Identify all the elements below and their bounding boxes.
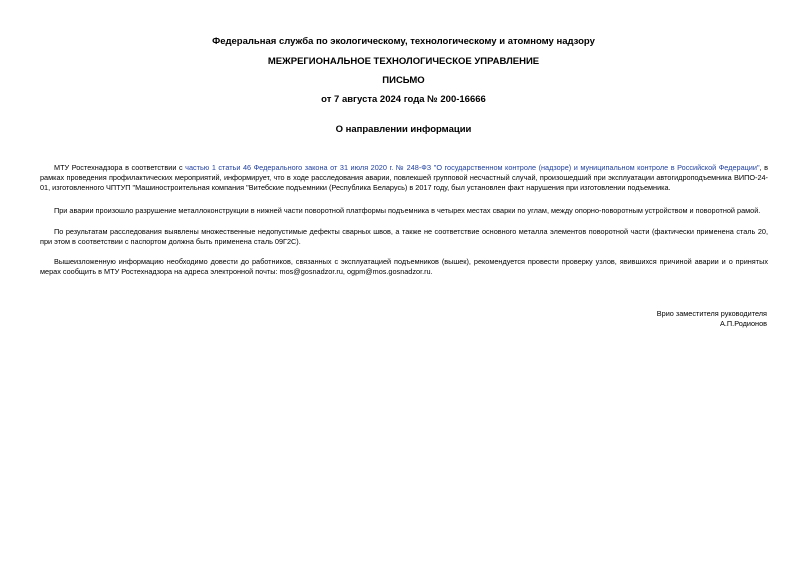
federal-law-link[interactable]: частью 1 статьи 46 Федерального закона от 31 июля 2020 г. № 248-ФЗ "О государственном контроле (надзоре) и муниципальном контроле в Российской Федерации": [185, 163, 760, 172]
document-date-number: от 7 августа 2024 года № 200-16666: [321, 94, 486, 105]
signature-name: А.П.Родионов: [720, 319, 767, 328]
department-name: МЕЖРЕГИОНАЛЬНОЕ ТЕХНОЛОГИЧЕСКОЕ УПРАВЛЕНИЕ: [267, 56, 540, 67]
paragraph-2: При аварии произошло разрушение металлоконструкции в нижней части поворотной платформы подъемника в четырех местах сварки по углам, между опорно-поворотным устройством и поворотной рамой.: [54, 206, 761, 215]
paragraph-3: По результатам расследования выявлены множественные недопустимые дефекты сварных швов, а также не соответствие основного металла элементов поворотной части (фактически применена сталь 20, при этом в соответствии с паспортом должна быть применена сталь 09Г2С).: [40, 227, 768, 246]
paragraph-1: [40, 163, 768, 193]
paragraph-4: Вышеизложенную информацию необходимо довести до работников, связанных с эксплуатацией подъемников (вышек), рекомендуется провести проверку узлов, явившихся причиной аварии и о принятых мерах сообщить в МТУ Ростехнадзора на адреса электронной почты: mos@gosnadzor.ru, ogpm@mos.gosnadzor.ru.: [40, 257, 768, 276]
paragraph-1-intro: МТУ Ростехнадзора в соответствии с: [54, 163, 186, 172]
signature-position: Врио заместителя руководителя: [656, 309, 767, 318]
document-subject: О направлении информации: [335, 124, 472, 135]
agency-name: Федеральная служба по экологическому, технологическому и атомному надзору: [212, 36, 595, 47]
paragraph-1-rest: , в рамках проведения профилактических мероприятий, информирует, что в ходе расследования аварии, повлекшей групповой несчастный случай, произошедший при эксплуатации автогидроподъемника ВИПО-24-01, изготовленного ЧПТУП "Машиностроительная компания "Витебские подъемники (Республика Беларусь) в 2017 году, был установлен факт нарушения при изготовлении подъемника.: [40, 163, 769, 192]
document-type: ПИСЬМО: [382, 75, 425, 86]
